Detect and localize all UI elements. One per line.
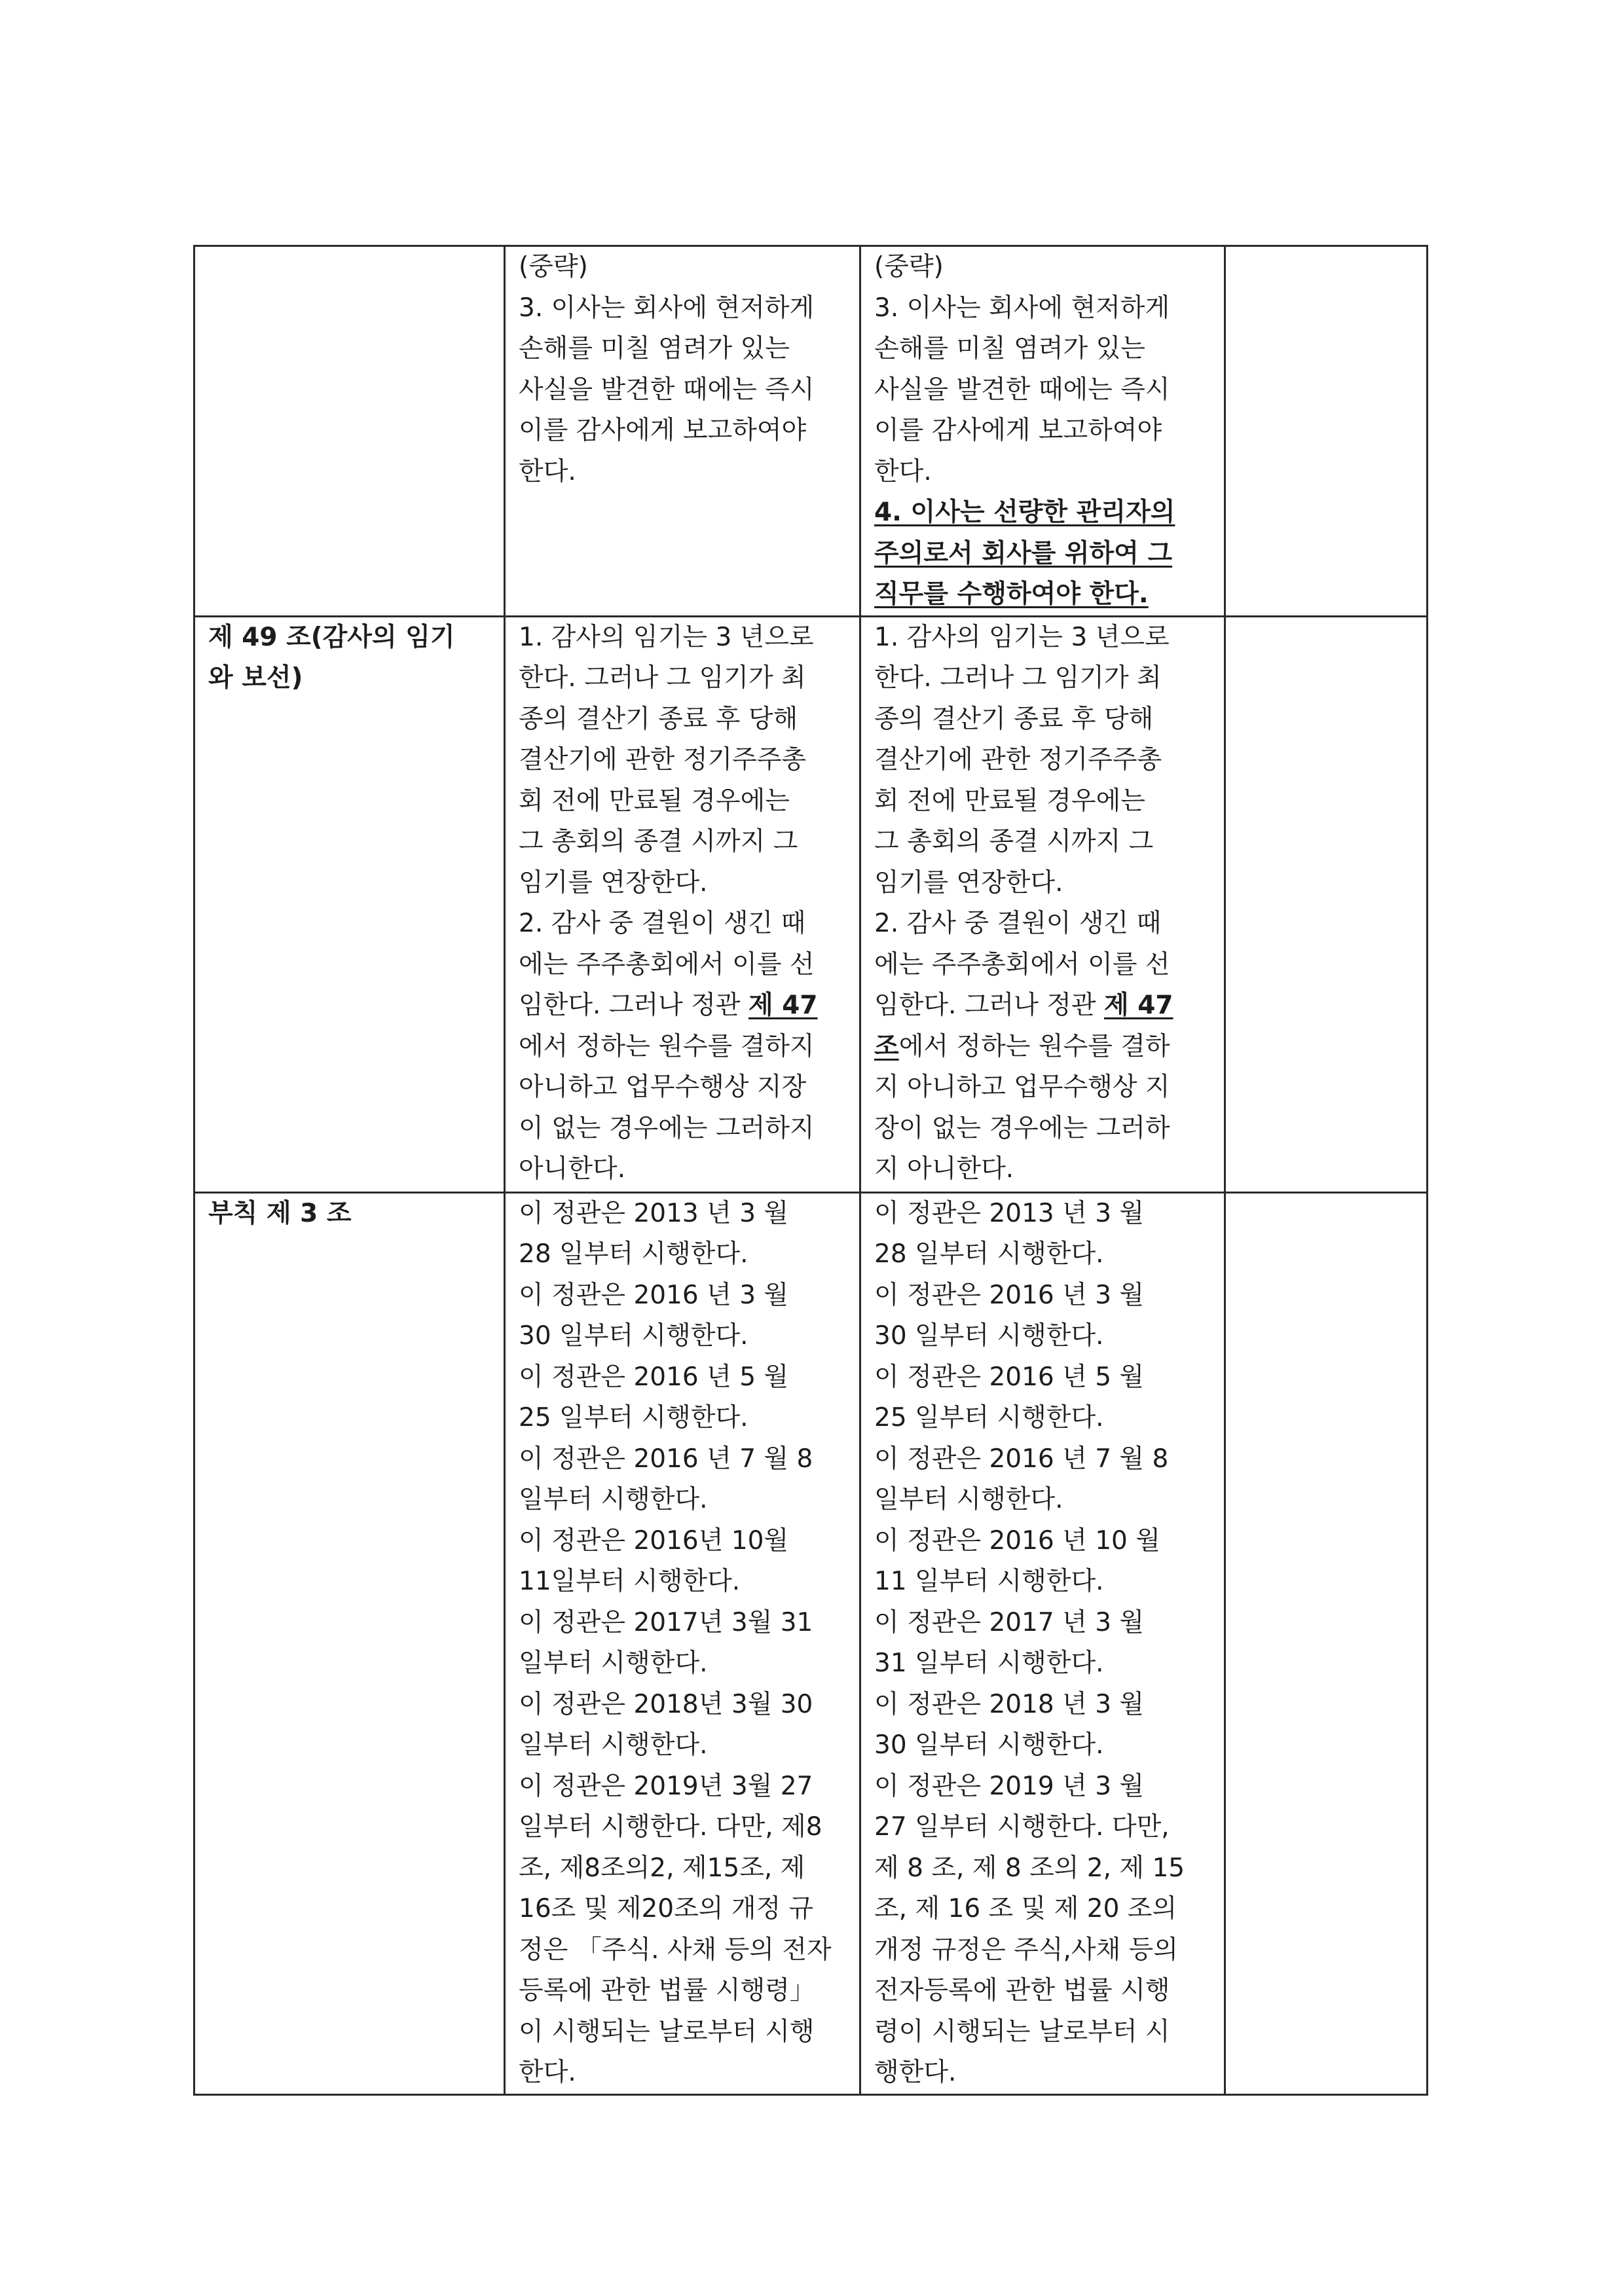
note-cell	[1225, 616, 1428, 1192]
text-line: 이 정관은 2013 년 3 월	[519, 1198, 789, 1228]
text-line: 이 정관은 2016 년 10 월	[874, 1525, 1160, 1556]
added-text-line: 직무를 수행하여야 한다.	[874, 579, 1149, 609]
text-line: 30 일부터 시행한다.	[874, 1730, 1104, 1760]
article-cell	[194, 246, 505, 617]
before-cell	[505, 246, 860, 617]
text-line: 이 정관은 2016 년 3 월	[874, 1280, 1145, 1310]
text-line: 전자등록에 관한 법률 시행	[874, 1976, 1170, 2005]
text-line: 이 없는 경우에는 그러하지	[519, 1113, 815, 1143]
text-line: 회 전에 만료될 경우에는	[874, 786, 1145, 816]
text-line: 사실을 발견한 때에는 즉시	[519, 374, 815, 405]
before-cell	[505, 616, 860, 1192]
text-line: 16조 및 제20조의 개정 규	[519, 1894, 814, 1923]
text-line: 정은 「주식. 사채 등의 전자	[519, 1935, 832, 1965]
article-reference: 제 47	[748, 991, 818, 1020]
note-cell	[1225, 1192, 1428, 2094]
text-line: 일부터 시행한다.	[874, 1485, 1063, 1514]
text-line: 지 아니한다.	[874, 1154, 1014, 1184]
text-line: 25 일부터 시행한다.	[874, 1403, 1104, 1432]
text-line: 27 일부터 시행한다. 다만,	[874, 1812, 1170, 1842]
text-line: 한다.	[874, 456, 932, 486]
text-line: 이를 감사에게 보고하여야	[874, 416, 1162, 445]
after-cell	[860, 616, 1225, 1192]
article-reference: 제 47	[1103, 991, 1173, 1020]
text-line: 에는 주주총회에서 이를 선	[519, 949, 815, 979]
text-line: 손해를 미칠 염려가 있는	[874, 334, 1145, 363]
text-line: 이 정관은 2016 년 3 월	[519, 1280, 789, 1310]
text-line: 이 정관은 2017년 3월 31	[519, 1607, 813, 1637]
text-line: 그 총회의 종결 시까지 그	[519, 827, 798, 856]
text-line: 이 정관은 2016 년 5 월	[519, 1362, 789, 1392]
text-line: 한다. 그러나 그 임기가 최	[519, 663, 806, 693]
text-line	[874, 985, 1216, 1027]
before-cell	[505, 1192, 860, 2094]
text-line: 2. 감사 중 결원이 생긴 때	[874, 909, 1162, 938]
text-line: 이 정관은 2019 년 3 월	[874, 1771, 1145, 1801]
text-line: 이 정관은 2016 년 5 월	[874, 1362, 1145, 1392]
text-line: 임기를 연장한다.	[519, 867, 708, 898]
text-line: 지 아니하고 업무수행상 지	[874, 1072, 1170, 1102]
text-line: 장이 없는 경우에는 그러하	[874, 1113, 1170, 1143]
text-line: 이 정관은 2019년 3월 27	[519, 1771, 813, 1801]
text-line: 손해를 미칠 염려가 있는	[519, 334, 790, 363]
text-line: 령이 시행되는 날로부터 시	[874, 2016, 1170, 2047]
text-line: 이 정관은 2016 년 7 월 8	[519, 1444, 813, 1474]
text-line: 30 일부터 시행한다.	[874, 1321, 1104, 1351]
article-cell	[194, 1192, 505, 2094]
text-line: 이를 감사에게 보고하여야	[519, 416, 807, 445]
text-line: 조, 제8조의2, 제15조, 제	[519, 1853, 805, 1883]
text-line: 이 정관은 2016 년 7 월 8	[874, 1444, 1169, 1474]
text-line: 이 정관은 2018 년 3 월	[874, 1689, 1145, 1719]
amendment-table	[193, 245, 1428, 2096]
added-text-line: 주의로서 회사를 위하여 그	[874, 538, 1173, 568]
text-line: 일부터 시행한다. 다만, 제8	[519, 1812, 822, 1842]
text-line: 1. 감사의 임기는 3 년으로	[519, 622, 814, 652]
text-line: 28 일부터 시행한다.	[874, 1239, 1104, 1269]
text-line: 일부터 시행한다.	[519, 1649, 708, 1678]
text-line: 1. 감사의 임기는 3 년으로	[874, 622, 1170, 652]
article-reference: 조	[874, 1031, 899, 1061]
text-line: 이 정관은 2017 년 3 월	[874, 1607, 1145, 1637]
text-line: 제 8 조, 제 8 조의 2, 제 15	[874, 1853, 1185, 1883]
text-line: 그 총회의 종결 시까지 그	[874, 827, 1154, 856]
text-line: 28 일부터 시행한다.	[519, 1239, 748, 1269]
text-line	[874, 1027, 1216, 1068]
added-text-line: 4. 이사는 선량한 관리자의	[874, 498, 1175, 527]
text-line: 30 일부터 시행한다.	[519, 1321, 748, 1351]
text-line: 3. 이사는 회사에 현저하게	[874, 293, 1170, 323]
after-cell	[860, 246, 1225, 617]
text-line: 등록에 관한 법률 시행령」	[519, 1976, 815, 2005]
text-line	[519, 985, 851, 1027]
text-line: 2. 감사 중 결원이 생긴 때	[519, 909, 806, 938]
table-row	[194, 1192, 1428, 2094]
text-line: 개정 규정은 주식,사채 등의	[874, 1935, 1179, 1965]
text-line: 11 일부터 시행한다.	[874, 1567, 1104, 1596]
text-line: 아니하고 업무수행상 지장	[519, 1072, 807, 1102]
text-line: (중략)	[519, 252, 588, 282]
text-line: 결산기에 관한 정기주주총	[874, 745, 1162, 774]
text-line: 11일부터 시행한다.	[519, 1567, 741, 1596]
text-line: 결산기에 관한 정기주주총	[519, 745, 807, 774]
text-line: 회 전에 만료될 경우에는	[519, 786, 790, 816]
after-cell	[860, 1192, 1225, 2094]
text-line: 이 정관은 2013 년 3 월	[874, 1198, 1145, 1228]
article-cell	[194, 616, 505, 1192]
text-line: 조, 제 16 조 및 제 20 조의	[874, 1894, 1177, 1923]
text-line: 한다.	[519, 456, 576, 486]
text-line: 이 정관은 2016년 10월	[519, 1525, 789, 1556]
text-line: 일부터 시행한다.	[519, 1485, 708, 1514]
text-line: 종의 결산기 종료 후 당해	[519, 704, 798, 734]
note-cell	[1225, 246, 1428, 617]
table-row	[194, 246, 1428, 617]
text-line: 종의 결산기 종료 후 당해	[874, 704, 1154, 734]
text-line: 25 일부터 시행한다.	[519, 1403, 748, 1432]
text-line: 에는 주주총회에서 이를 선	[874, 949, 1170, 979]
text-fragment: 에서 정하는 원수를 결하	[898, 1031, 1170, 1061]
text-fragment: 임한다. 그러나 정관	[874, 991, 1104, 1020]
text-line: 사실을 발견한 때에는 즉시	[874, 374, 1170, 405]
text-line: 3. 이사는 회사에 현저하게	[519, 293, 815, 323]
text-fragment: 임한다. 그러나 정관	[519, 991, 748, 1020]
text-line: 행한다.	[874, 2058, 957, 2087]
text-line: 이 정관은 2018년 3월 30	[519, 1689, 813, 1719]
text-line: 한다. 그러나 그 임기가 최	[874, 663, 1162, 693]
table-row	[194, 616, 1428, 1192]
text-line: (중략)	[874, 252, 944, 282]
article-title: 부칙 제 3 조	[208, 1198, 352, 1228]
text-line: 일부터 시행한다.	[519, 1730, 708, 1760]
text-line: 에서 정하는 원수를 결하지	[519, 1031, 815, 1061]
article-title: 제 49 조(감사의 임기	[208, 622, 455, 652]
text-line: 임기를 연장한다.	[874, 867, 1063, 898]
text-line: 31 일부터 시행한다.	[874, 1649, 1104, 1678]
text-line: 한다.	[519, 2058, 576, 2087]
text-line: 이 시행되는 날로부터 시행	[519, 2016, 815, 2047]
article-title: 와 보선)	[208, 663, 303, 693]
text-line: 아니한다.	[519, 1154, 626, 1184]
